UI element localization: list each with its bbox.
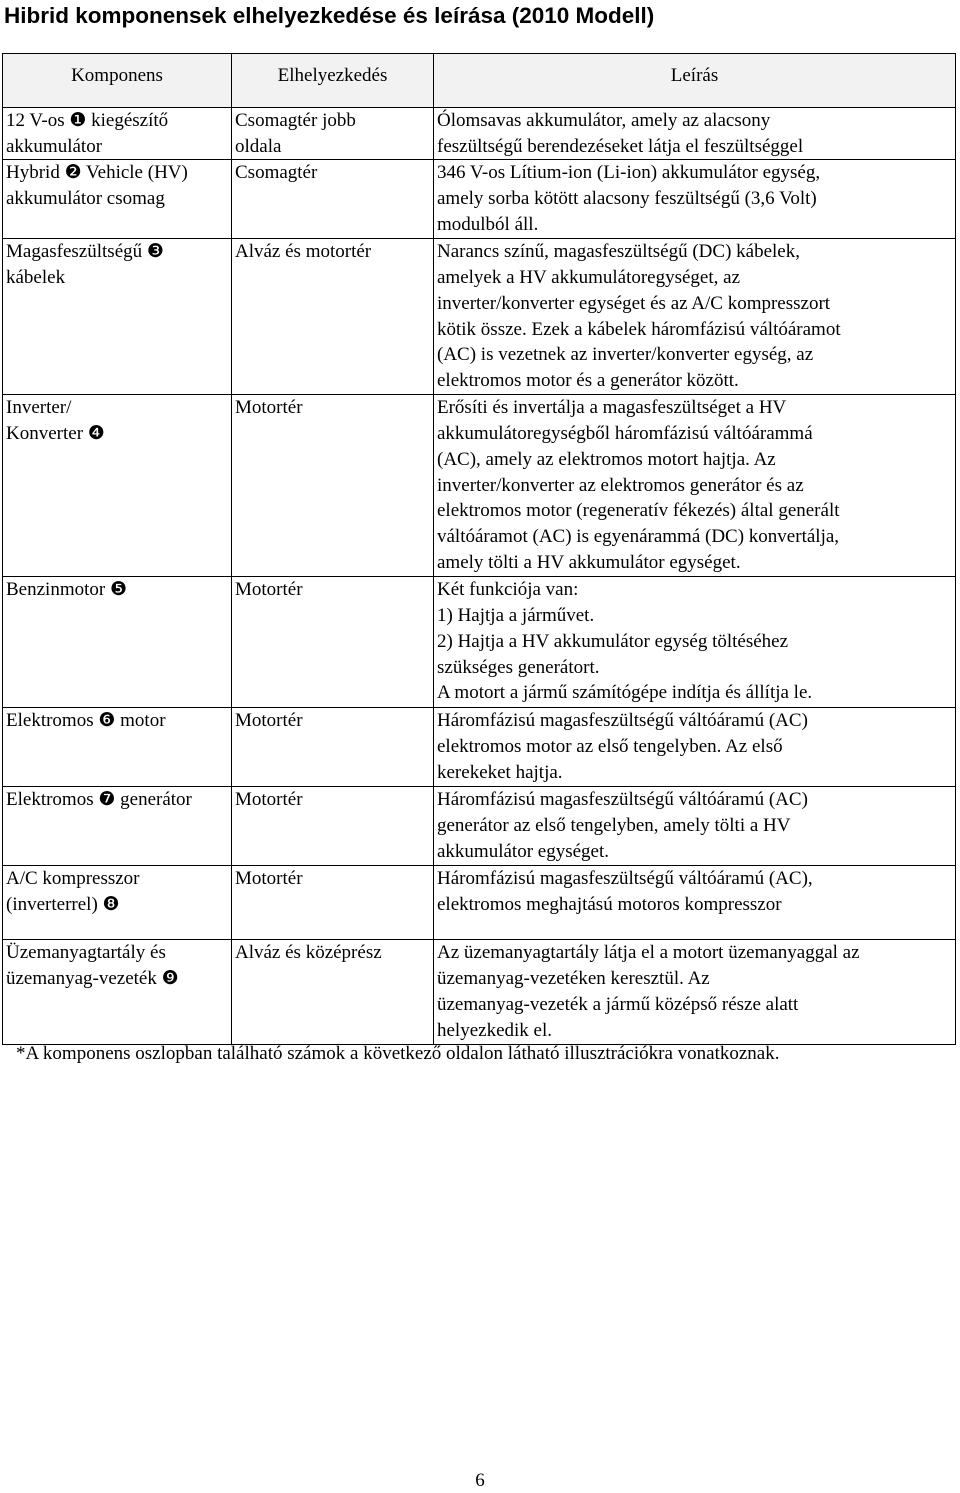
table-row xyxy=(3,395,956,577)
header-location: Elhelyezkedés xyxy=(232,54,434,108)
page-number: 6 xyxy=(475,1470,485,1491)
description-cell: Erősíti és invertálja a magasfeszültséget a HV akkumulátoregységből háromfázisú váltóárammá (AC), amely az elektromos motort hajtja. Az inverter/konverter az elektromos generátor és az elektromos motor (regeneratív fékezés) által generált váltóáramot (AC) is egyenárammá (DC) konvertálja, amely tölti a HV akkumulátor egységet. xyxy=(434,395,956,577)
component-cell: 12 V-os ❶ kiegészítő akkumulátor xyxy=(3,108,232,160)
component-cell: Üzemanyagtartály és üzemanyag-vezeték ❾ xyxy=(3,940,232,1045)
table-row xyxy=(3,239,956,395)
table-row xyxy=(3,160,956,239)
table-row xyxy=(3,108,956,160)
description-cell: Az üzemanyagtartály látja el a motort üzemanyaggal az üzemanyag-vezetéken keresztül. Az üzemanyag-vezeték a jármű középső része alatt helyezkedik el. xyxy=(434,940,956,1045)
header-component: Komponens xyxy=(3,54,232,108)
table-row xyxy=(3,940,956,1045)
description-cell: Ólomsavas akkumulátor, amely az alacsony feszültségű berendezéseket látja el feszültséggel xyxy=(434,108,956,160)
location-cell: Alváz és motortér xyxy=(232,239,434,395)
component-cell: Benzinmotor ❺ xyxy=(3,577,232,708)
table-header-row xyxy=(3,54,956,108)
description-cell: 346 V-os Lítium-ion (Li-ion) akkumulátor egység, amely sorba kötött alacsony feszültségű (3,6 Volt) modulból áll. xyxy=(434,160,956,239)
page-title: Hibrid komponensek elhelyezkedése és leírása (2010 Modell) xyxy=(4,3,655,28)
description-cell: Háromfázisú magasfeszültségű váltóáramú (AC), elektromos meghajtású motoros kompresszor xyxy=(434,866,956,940)
location-cell: Csomagtér jobb oldala xyxy=(232,108,434,160)
location-cell: Motortér xyxy=(232,787,434,866)
component-cell: Inverter/ Konverter ❹ xyxy=(3,395,232,577)
footnote: *A komponens oszlopban található számok a következő oldalon látható illusztrációkra vonatkoznak. xyxy=(16,1043,780,1064)
description-cell: Háromfázisú magasfeszültségű váltóáramú (AC) elektromos motor az első tengelyben. Az első kerekeket hajtja. xyxy=(434,708,956,787)
component-cell: Magasfeszültségű ❸ kábelek xyxy=(3,239,232,395)
component-cell: Elektromos ❻ motor xyxy=(3,708,232,787)
header-description: Leírás xyxy=(434,54,956,108)
component-cell: Hybrid ❷ Vehicle (HV) akkumulátor csomag xyxy=(3,160,232,239)
location-cell: Csomagtér xyxy=(232,160,434,239)
location-cell: Motortér xyxy=(232,395,434,577)
description-cell: Két funkciója van: 1) Hajtja a járművet. 2) Hajtja a HV akkumulátor egység töltéséhez szükséges generátort. A motort a jármű számítógépe indítja és állítja le. xyxy=(434,577,956,708)
component-cell: Elektromos ❼ generátor xyxy=(3,787,232,866)
description-cell: Háromfázisú magasfeszültségű váltóáramú (AC) generátor az első tengelyben, amely tölti a HV akkumulátor egységet. xyxy=(434,787,956,866)
components-table xyxy=(2,53,956,1045)
location-cell: Motortér xyxy=(232,866,434,940)
table-row xyxy=(3,787,956,866)
description-cell: Narancs színű, magasfeszültségű (DC) kábelek, amelyek a HV akkumulátoregységet, az inverter/konverter egységet és az A/C kompresszort kötik össze. Ezek a kábelek háromfázisú váltóáramot (AC) is vezetnek az inverter/konverter egység, az elektromos motor és a generátor között. xyxy=(434,239,956,395)
table-row xyxy=(3,866,956,940)
location-cell: Motortér xyxy=(232,708,434,787)
location-cell: Alváz és középrész xyxy=(232,940,434,1045)
table-row xyxy=(3,577,956,708)
location-cell: Motortér xyxy=(232,577,434,708)
component-cell: A/C kompresszor (inverterrel) ❽ xyxy=(3,866,232,940)
table-row xyxy=(3,708,956,787)
